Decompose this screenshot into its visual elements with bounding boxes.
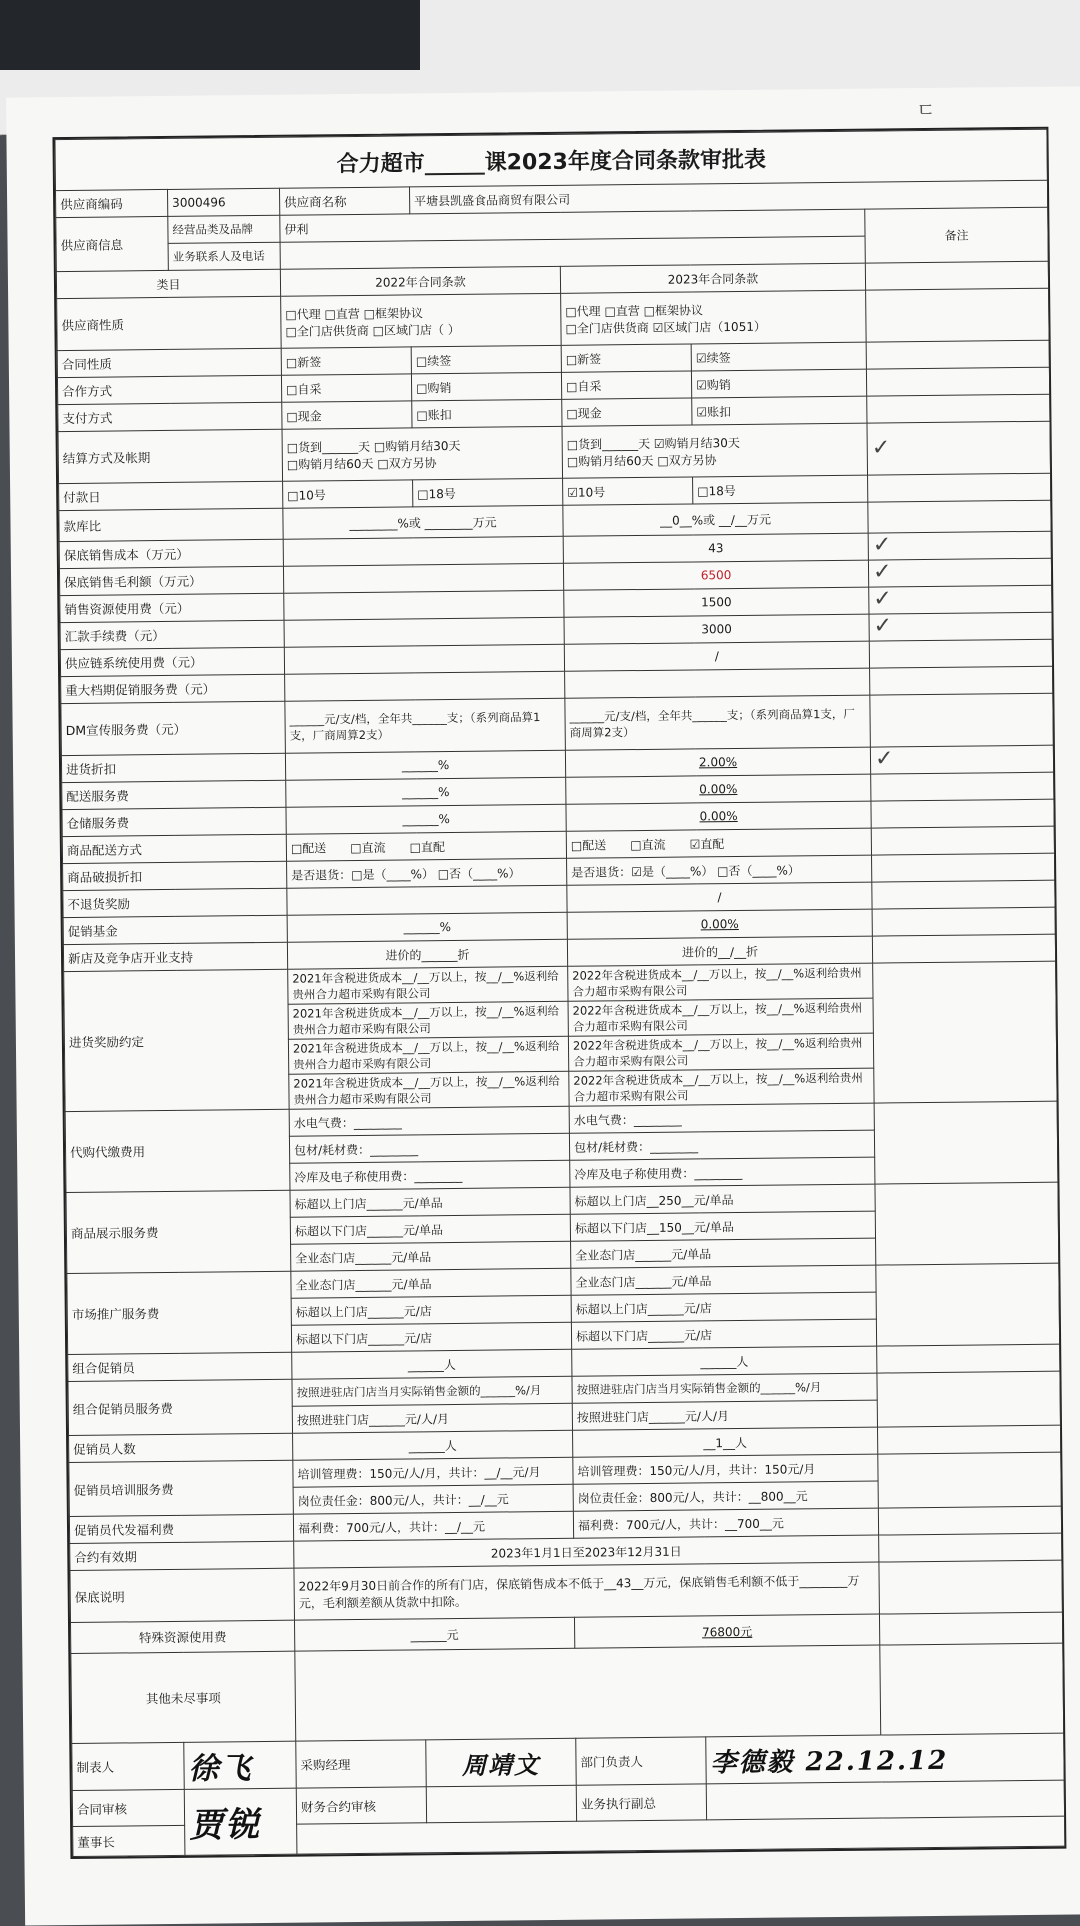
- resource-2023: 1500: [564, 587, 869, 617]
- contract-2022-a: □新签: [281, 347, 411, 375]
- nature-2022-b: □全门店供货商 □区域门店（ ）: [285, 322, 460, 339]
- remark-ship: [871, 826, 1054, 855]
- proxy-2022-1: 水电气费：________: [289, 1106, 569, 1136]
- damage-label: 商品破损折扣: [63, 861, 287, 890]
- market-2022-1: 全业态门店______元/单品: [291, 1268, 571, 1298]
- market-2023-2: 标超以上门店______元/店: [571, 1292, 876, 1322]
- staff-count-2023: __1__人: [573, 1427, 878, 1457]
- ship-2022-b: □直流: [350, 840, 386, 855]
- maker-label: 制表人: [72, 1742, 184, 1790]
- damage-2023: 是否退货：☑是（____%） □否（____%）: [567, 855, 872, 885]
- noreturn-label: 不退货奖励: [63, 888, 287, 917]
- remark-payday: [868, 473, 1051, 502]
- ship-2023-b: □直流: [630, 837, 666, 852]
- remark-combo-staff: [877, 1344, 1060, 1373]
- nature-2023: [561, 290, 867, 345]
- remark-storage: [871, 799, 1054, 828]
- supplier-code-label: 供应商编码: [56, 189, 168, 217]
- rebate-label: 进货折扣: [61, 753, 285, 782]
- settle-2022: [282, 426, 563, 481]
- ratio-label: 款库比: [59, 508, 283, 541]
- title-part2: 课2023年度合同条款审批表: [484, 147, 767, 176]
- special-label: 特殊资源使用费: [71, 1620, 295, 1653]
- remark-training: [878, 1452, 1062, 1508]
- combo-staff-2023: ______人: [572, 1346, 877, 1376]
- contract-review-label: 合同审核: [72, 1789, 184, 1826]
- combo-staff-2022: ______人: [292, 1349, 572, 1379]
- settle-2022-b: □购销月结60天 □双方另协: [286, 455, 437, 472]
- settle-2023-a: □货到______天 ☑购销月结30天: [566, 435, 740, 452]
- ship-2023: [566, 828, 871, 858]
- remark-promo-fund: [872, 907, 1055, 936]
- remark-validity: [879, 1533, 1062, 1562]
- remark-contract: [866, 340, 1049, 369]
- pay-2022-b: □账扣: [412, 399, 562, 428]
- remark-min-cost: [868, 531, 1051, 560]
- staff-count-label: 促销员人数: [69, 1433, 293, 1462]
- remit-2023: 3000: [564, 614, 869, 644]
- purchase-mgr-signature: 周靖文: [461, 1749, 541, 1780]
- display-2023-1: 标超以上门店__250__元/单品: [570, 1184, 875, 1214]
- approval-form: [52, 127, 1066, 1859]
- supplier-info-label: 供应商信息: [56, 216, 169, 271]
- training-2022-2: 岗位责任金：800元/人，共计：__/__元: [293, 1484, 573, 1514]
- training-2023-1: 培训管理费：150元/人/月，共计：150元/月: [573, 1454, 878, 1484]
- incentive-2022-1: 2021年含税进货成本__/__万以上，按__/__%返利给贵州合力超市采购有限公司: [288, 966, 568, 1004]
- welfare-2023: 福利费：700元/人，共计：__700__元: [573, 1508, 878, 1538]
- finance-label: 财务合约审核: [296, 1787, 426, 1824]
- incentive-2023-2: 2022年含税进货成本__/__万以上，按__/__%返利给贵州合力超市采购有限公司: [568, 998, 873, 1036]
- remark-welfare: [878, 1506, 1061, 1535]
- check-mark-icon: ✓: [873, 613, 893, 639]
- remark-noreturn: [872, 880, 1055, 909]
- damage-2022: 是否退货：□是（____%） □否（____%）: [287, 858, 567, 888]
- dark-background: [0, 0, 420, 70]
- remark-guarantee: [879, 1560, 1063, 1614]
- form-table: [54, 129, 1065, 1857]
- proxy-2023-1: 水电气费：________: [569, 1103, 874, 1133]
- payday-2023-b: □18号: [693, 475, 868, 504]
- check-mark-icon: ✓: [872, 532, 892, 558]
- newstore-label: 新店及竞争店开业支持: [63, 942, 287, 971]
- remark-rebate: [870, 745, 1053, 774]
- incentive-2022-3: 2021年含税进货成本__/__万以上，按__/__%返利给贵州合力超市采购有限公司: [288, 1036, 568, 1074]
- promo-fund-2022: ______%: [287, 912, 567, 942]
- min-profit-label: 保底销售毛利额（万元）: [59, 566, 283, 595]
- promo-period-label: 重大档期促销服务费（元）: [61, 674, 285, 703]
- remark-other: [880, 1643, 1064, 1735]
- resource-2022: [284, 590, 564, 620]
- incentive-2022-4: 2021年含税进货成本__/__万以上，按__/__%返利给贵州合力超市采购有限公司: [289, 1071, 569, 1109]
- promo-fund-2023: 0.00%: [567, 909, 872, 939]
- ratio-2022: ________%或 ________万元: [283, 505, 563, 539]
- nature-2022-a: □代理 □直营 □框架协议: [285, 305, 424, 322]
- exec-vp-signature-cell: [706, 1780, 1064, 1820]
- settle-label: 结算方式及帐期: [58, 429, 283, 483]
- dept-head-signature: 李德毅 22.12.12: [710, 1745, 949, 1778]
- dept-head-signature-cell: [706, 1733, 1065, 1784]
- market-2023-1: 全业态门店______元/单品: [571, 1265, 876, 1295]
- chairman-label: 董事长: [73, 1825, 185, 1856]
- training-label: 促销员培训服务费: [69, 1460, 294, 1516]
- remark-staff-count: [877, 1425, 1060, 1454]
- check-mark-icon: ✓: [873, 586, 892, 612]
- remark-proxy: [874, 1101, 1058, 1184]
- combo-fee-2022-1: 按照进驻店门店当月实际销售金额的______%/月: [292, 1376, 572, 1406]
- incentive-label: 进货奖励约定: [64, 969, 289, 1111]
- min-profit-2022: [283, 563, 563, 593]
- remark-dm: [870, 693, 1054, 747]
- coop-2023-a: □自采: [561, 371, 691, 399]
- display-2023-3: 全业态门店______元/单品: [571, 1238, 876, 1268]
- contract-2023-a: □新签: [561, 344, 691, 372]
- staff-count-2022: ______人: [293, 1430, 573, 1460]
- proxy-2022-2: 包材/耗材费：________: [289, 1133, 569, 1163]
- coop-2023-b: ☑购销: [691, 369, 866, 398]
- combo-fee-2022-2: 按照进驻门店______元/人/月: [292, 1403, 572, 1433]
- remark-resource: [869, 585, 1052, 614]
- remark-coop: [866, 367, 1049, 396]
- brand-value: 伊利: [280, 209, 865, 242]
- category-header: 类目: [56, 269, 280, 298]
- settle-2022-a: □货到______天 □购销月结30天: [286, 438, 461, 455]
- maker-signature: 徐飞: [188, 1751, 253, 1787]
- nature-label: 供应商性质: [57, 296, 282, 350]
- contact-label: 业务联系人及电话: [168, 242, 280, 270]
- contract-2023-b: ☑续签: [691, 342, 866, 371]
- market-2022-3: 标超以下门店______元/店: [291, 1322, 571, 1352]
- exec-vp-label: 业务执行副总: [576, 1784, 706, 1821]
- newstore-2022: 进价的______折: [287, 939, 567, 969]
- check-mark-icon: ✓: [874, 746, 894, 772]
- contract-label: 合同性质: [57, 348, 281, 377]
- title-blank: [425, 152, 485, 175]
- remark-pay: [867, 394, 1050, 423]
- dept-head-label: 部门负责人: [576, 1737, 706, 1785]
- combo-fee-label: 组合促销员服务费: [68, 1379, 293, 1435]
- coop-2022-a: □自采: [281, 374, 411, 402]
- remark-damage: [872, 853, 1055, 882]
- remark-remit: [869, 612, 1052, 641]
- remark-ratio: [868, 500, 1051, 533]
- ship-2023-c: ☑直配: [689, 836, 725, 852]
- market-2023-3: 标超以下门店______元/店: [571, 1319, 876, 1349]
- delivery-fee-2023: 0.00%: [566, 774, 871, 804]
- min-cost-2022: [283, 536, 563, 566]
- payday-2022-a: □10号: [283, 480, 413, 508]
- remark-market: [876, 1263, 1060, 1346]
- proxy-2023-3: 冷库及电子称使用费：________: [570, 1157, 875, 1187]
- pay-2023-a: □现金: [562, 398, 692, 426]
- remark-settle: [867, 421, 1051, 475]
- remark-supply-sys: [869, 639, 1052, 668]
- nature-2022: [281, 293, 562, 348]
- nature-2023-b: □全门店供货商 ☑区域门店（1051）: [565, 319, 766, 336]
- display-label: 商品展示服务费: [66, 1190, 291, 1273]
- remark-special: [879, 1612, 1062, 1645]
- supply-sys-2023: /: [564, 641, 869, 671]
- remark-incentive: [873, 961, 1058, 1103]
- dm-label: DM宣传服务费（元）: [61, 701, 286, 755]
- payday-label: 付款日: [59, 481, 283, 510]
- year-2023-header: 2023年合同条款: [560, 263, 865, 293]
- proxy-label: 代购代缴费用: [65, 1109, 290, 1192]
- market-label: 市场推广服务费: [67, 1271, 292, 1354]
- storage-2022: ______%: [286, 804, 566, 834]
- incentive-2023-4: 2022年含税进货成本__/__万以上，按__/__%返利给贵州合力超市采购有限公司: [569, 1068, 874, 1106]
- training-2022-1: 培训管理费：150元/人/月，共计：__/__元/月: [293, 1457, 573, 1487]
- special-2023: 76800元: [574, 1614, 879, 1648]
- resource-label: 销售资源使用费（元）: [60, 593, 284, 622]
- contract-2022-b: □续签: [411, 345, 561, 374]
- maker-signature-cell: [184, 1741, 296, 1789]
- supplier-code: 3000496: [167, 188, 279, 216]
- promo-period-2023: [565, 668, 870, 698]
- supplier-name-label: 供应商名称: [279, 187, 409, 215]
- supply-sys-2022: [284, 644, 564, 674]
- display-2022-1: 标超以上门店______元/单品: [290, 1187, 570, 1217]
- remit-label: 汇款手续费（元）: [60, 620, 284, 649]
- remark-cell: [865, 261, 1048, 290]
- year-2022-header: 2022年合同条款: [280, 266, 560, 296]
- coop-label: 合作方式: [57, 375, 281, 404]
- incentive-2023-3: 2022年含税进货成本__/__万以上，按__/__%返利给贵州合力超市采购有限公司: [568, 1033, 873, 1071]
- combo-fee-2023-1: 按照进驻店门店当月实际销售金额的______%/月: [572, 1373, 877, 1403]
- special-2022: ______元: [294, 1617, 574, 1651]
- display-2022-2: 标超以下门店______元/单品: [290, 1214, 570, 1244]
- contract-review-signature: 贾锐: [188, 1805, 262, 1846]
- min-cost-label: 保底销售成本（万元）: [59, 539, 283, 568]
- pay-label: 支付方式: [58, 402, 282, 431]
- promo-period-2022: [285, 671, 565, 701]
- pay-2023-b: ☑账扣: [692, 396, 867, 425]
- ship-label: 商品配送方式: [62, 834, 286, 863]
- storage-label: 仓储服务费: [62, 807, 286, 836]
- rebate-2023: 2.00%: [565, 747, 870, 777]
- corner-mark: ㄷ: [916, 97, 936, 123]
- ship-2022: [286, 831, 566, 861]
- welfare-2022: 福利费：700元/人，共计：__/__元: [293, 1511, 573, 1541]
- coop-2022-b: □购销: [411, 372, 561, 401]
- paper-sheet: [6, 86, 1080, 1925]
- finance-signature-cell: [426, 1785, 576, 1823]
- remark-display: [875, 1182, 1059, 1265]
- supply-sys-label: 供应链系统使用费（元）: [60, 647, 284, 676]
- incentive-2022-2: 2021年含税进货成本__/__万以上，按__/__%返利给贵州合力超市采购有限公司: [288, 1001, 568, 1039]
- supplier-name: 平塘县凯盛食品商贸有限公司: [409, 180, 1047, 214]
- remark-newstore: [872, 934, 1055, 963]
- incentive-2023-1: 2022年含税进货成本__/__万以上，按__/__%返利给贵州合力超市采购有限公司: [568, 963, 873, 1001]
- delivery-fee-label: 配送服务费: [62, 780, 286, 809]
- promo-fund-label: 促销基金: [63, 915, 287, 944]
- remit-2022: [284, 617, 564, 647]
- welfare-label: 促销员代发福利费: [69, 1514, 293, 1543]
- remark-delivery-fee: [871, 772, 1054, 801]
- ship-2023-a: □配送: [570, 837, 607, 853]
- market-2022-2: 标超以上门店______元/店: [291, 1295, 571, 1325]
- min-profit-2023: 6500: [563, 560, 868, 590]
- storage-2023: 0.00%: [566, 801, 871, 831]
- check-mark-icon: ✓: [871, 434, 891, 461]
- check-mark-icon: ✓: [872, 559, 892, 585]
- noreturn-2022: [287, 885, 567, 915]
- newstore-2023: 进价的__/__折: [567, 936, 872, 966]
- nature-2023-a: □代理 □直营 □框架协议: [565, 302, 704, 319]
- remark-promo-period: [870, 666, 1053, 695]
- remark-min-profit: [868, 558, 1051, 587]
- noreturn-2023: /: [567, 882, 872, 912]
- other-value: [295, 1645, 881, 1741]
- display-2022-3: 全业态门店______元/单品: [291, 1241, 571, 1271]
- combo-staff-label: 组合促销员: [68, 1352, 292, 1381]
- pay-2022-a: □现金: [282, 401, 412, 429]
- guarantee-label: 保底说明: [70, 1568, 295, 1622]
- remark-nature: [866, 288, 1050, 342]
- min-cost-2023: 43: [563, 533, 868, 563]
- display-2023-2: 标超以下门店__150__元/单品: [570, 1211, 875, 1241]
- delivery-fee-2022: ______%: [286, 777, 566, 807]
- purchase-mgr-label: 采购经理: [296, 1740, 426, 1788]
- proxy-2023-2: 包材/耗材费：________: [569, 1130, 874, 1160]
- purchase-mgr-signature-cell: [426, 1738, 576, 1787]
- ratio-2023: __0__%或 __/__万元: [563, 502, 868, 536]
- contract-review-signature-cell: [184, 1788, 297, 1855]
- ship-2022-c: □直配: [409, 839, 446, 854]
- ship-2022-a: □配送: [290, 840, 327, 856]
- title-part1: 合力超市: [336, 150, 425, 177]
- rebate-2022: ______%: [285, 750, 565, 780]
- remark-combo-fee: [877, 1371, 1061, 1427]
- dm-2022: ______元/支/档，全年共______支；（系列商品算1支，厂商周算2支）: [285, 698, 566, 753]
- dm-2023: ______元/支/档，全年共______支；（系列商品算1支，厂商周算2支）: [565, 695, 871, 750]
- validity-value: 2023年1月1日至2023年12月31日: [294, 1535, 879, 1568]
- remark-header: 备注: [865, 207, 1049, 263]
- settle-2023-b: □购销月结60天 □双方另协: [566, 452, 717, 469]
- training-2023-2: 岗位责任金：800元/人，共计：__800__元: [573, 1481, 878, 1511]
- combo-fee-2023-2: 按照进驻门店______元/人/月: [572, 1400, 877, 1430]
- payday-2023-a: ☑10号: [563, 477, 693, 505]
- brand-label: 经营品类及品牌: [168, 215, 280, 243]
- validity-label: 合约有效期: [70, 1541, 294, 1570]
- settle-2023: [562, 423, 868, 478]
- other-label: 其他未尽事项: [71, 1651, 296, 1743]
- payday-2022-b: □18号: [413, 478, 563, 507]
- proxy-2022-3: 冷库及电子称使用费：________: [290, 1160, 570, 1190]
- guarantee-value: 2022年9月30日前合作的所有门店，保底销售成本不低于__43__万元，保底销售毛利额不低于________万元，毛利额差额从货款中扣除。: [294, 1562, 880, 1620]
